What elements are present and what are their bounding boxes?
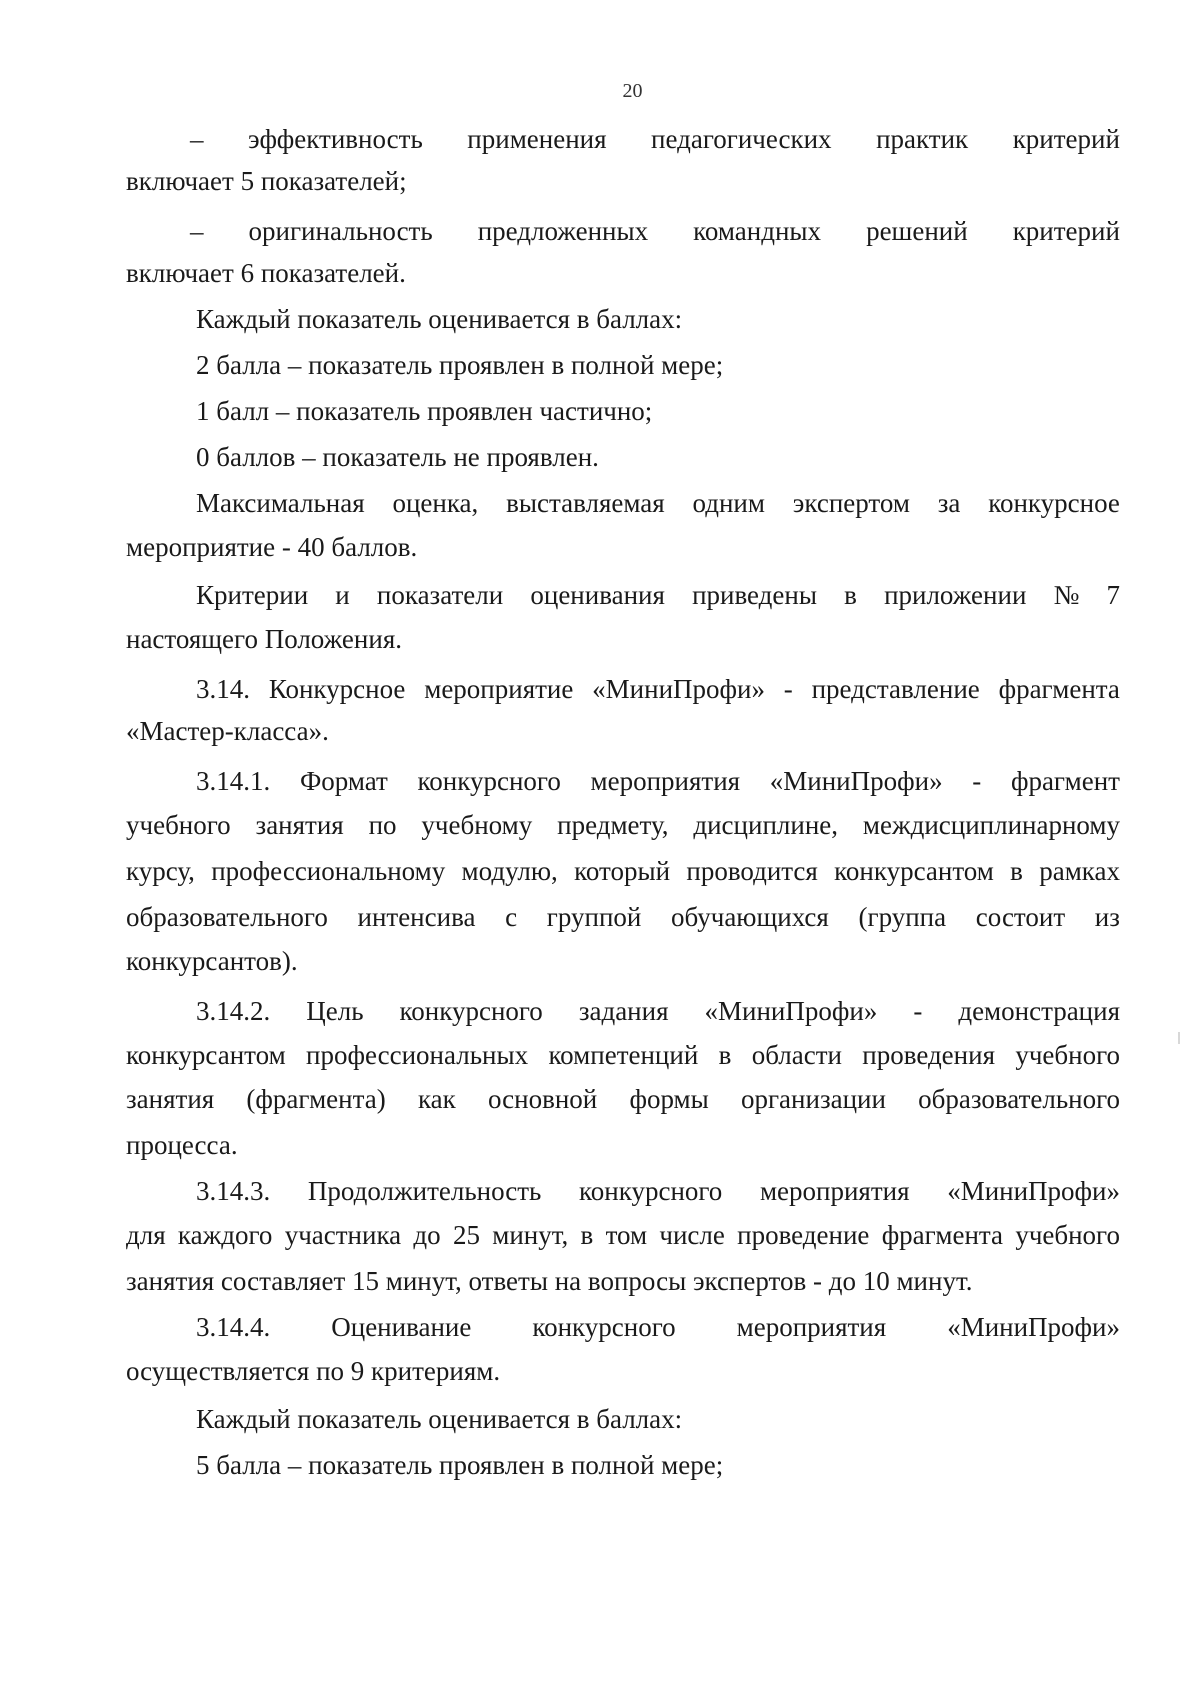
word: конкурсного — [532, 1312, 676, 1342]
text-line-11 — [196, 580, 1120, 610]
word: Максимальная — [196, 488, 365, 518]
word: конкурсного — [417, 766, 561, 796]
word: конкурсного — [399, 996, 543, 1026]
word: - — [783, 674, 793, 704]
word: одним — [692, 488, 765, 518]
word: (группа — [858, 902, 947, 932]
word: который — [574, 856, 671, 886]
word: формы — [629, 1084, 709, 1114]
text-line-21 — [126, 1040, 1120, 1070]
word: дисциплине, — [693, 810, 838, 840]
text-line-24 — [196, 1176, 1120, 1206]
word: педагогических — [651, 124, 832, 154]
word: профессиональному — [211, 856, 446, 886]
word: обучающихся — [671, 902, 829, 932]
text-line-30: 5 балла – показатель проявлен в полной мере; — [196, 1450, 724, 1480]
text-line-9 — [196, 488, 1120, 518]
word: экспертом — [792, 488, 910, 518]
text-line-22 — [126, 1084, 1120, 1114]
word: - — [913, 996, 923, 1026]
word: показатели — [376, 580, 504, 610]
word: - — [972, 766, 982, 796]
word: практик — [876, 124, 969, 154]
word: проводится — [686, 856, 818, 886]
word: образовательного — [126, 902, 328, 932]
word: для — [126, 1220, 166, 1250]
word: «МиниПрофи» — [769, 766, 943, 796]
word: курсу, — [126, 856, 195, 886]
word: том — [605, 1220, 648, 1250]
word: выставляемая — [506, 488, 665, 518]
text-line-23: процесса. — [126, 1130, 238, 1160]
word: в — [844, 580, 857, 610]
word: Продолжительность — [307, 1176, 542, 1206]
word: оригинальность — [248, 216, 433, 246]
word: мероприятие — [424, 674, 574, 704]
text-line-25 — [126, 1220, 1120, 1250]
word: как — [417, 1084, 456, 1114]
word: предложенных — [477, 216, 649, 246]
text-line-16 — [126, 810, 1120, 840]
word: конкурсного — [579, 1176, 723, 1206]
text-line-29: Каждый показатель оценивается в баллах: — [196, 1404, 683, 1434]
word: демонстрация — [958, 996, 1120, 1026]
word: фрагмент — [1010, 766, 1120, 796]
page-number: 20 — [622, 80, 643, 102]
text-line-4: включает 6 показателей. — [126, 258, 406, 288]
word: «МиниПрофи» — [947, 1312, 1120, 1342]
word: «МиниПрофи» — [592, 674, 765, 704]
word: критерий — [1012, 124, 1120, 154]
word: в — [580, 1220, 594, 1250]
word: приведены — [692, 580, 817, 610]
word: мероприятия — [590, 766, 741, 796]
word: Критерии — [196, 580, 309, 610]
word: в — [1010, 856, 1023, 886]
word: Формат — [299, 766, 388, 796]
word: – — [190, 216, 204, 246]
word: по — [368, 810, 397, 840]
word: представление — [811, 674, 980, 704]
word: образовательного — [918, 1084, 1120, 1114]
word: оценивания — [530, 580, 665, 610]
word: 7 — [1106, 580, 1120, 610]
text-line-7: 1 балл – показатель проявлен частично; — [196, 396, 653, 426]
word: командных — [693, 216, 822, 246]
word: организации — [740, 1084, 886, 1114]
text-line-5: Каждый показатель оценивается в баллах: — [196, 304, 683, 334]
word: учебного — [1015, 1220, 1120, 1250]
text-line-17 — [126, 856, 1120, 886]
word: (фрагмента) — [246, 1084, 386, 1114]
word: № — [1053, 580, 1080, 610]
word: занятия — [126, 1084, 215, 1114]
word: участника — [284, 1220, 402, 1250]
word: «МиниПрофи» — [704, 996, 878, 1026]
word: учебного — [126, 810, 231, 840]
text-line-19: конкурсантов). — [126, 946, 298, 976]
word: до — [413, 1220, 441, 1250]
word: конкурсантом — [834, 856, 994, 886]
word: проведение — [737, 1220, 870, 1250]
word: проведения — [862, 1040, 995, 1070]
word: конкурсантом — [126, 1040, 286, 1070]
text-line-6: 2 балла – показатель проявлен в полной мере; — [196, 350, 724, 380]
word: рамках — [1039, 856, 1120, 886]
word: Цель — [306, 996, 364, 1026]
word: эффективность — [248, 124, 423, 154]
text-line-12: настоящего Положения. — [126, 624, 402, 654]
word: и — [335, 580, 350, 610]
word: применения — [467, 124, 607, 154]
text-line-15 — [196, 766, 1120, 796]
word: модулю, — [461, 856, 558, 886]
word: «МиниПрофи» — [947, 1176, 1120, 1206]
word: 3.14.2. — [196, 996, 271, 1026]
word: каждого — [177, 1220, 273, 1250]
scan-artifact — [1178, 1032, 1180, 1044]
word: 3.14.3. — [196, 1176, 271, 1206]
text-line-8: 0 баллов – показатель не проявлен. — [196, 442, 599, 472]
word: за — [937, 488, 961, 518]
word: группой — [546, 902, 642, 932]
word: занятия — [255, 810, 344, 840]
word: в — [718, 1040, 732, 1070]
word: конкурсное — [988, 488, 1120, 518]
text-line-18 — [126, 902, 1120, 932]
word: с — [505, 902, 518, 932]
word: фрагмента — [881, 1220, 1004, 1250]
text-line-2: включает 5 показателей; — [126, 166, 407, 196]
text-line-10: мероприятие - 40 баллов. — [126, 532, 418, 562]
word: фрагмента — [998, 674, 1120, 704]
text-line-13 — [196, 674, 1120, 704]
word: компетенций — [548, 1040, 699, 1070]
word: 3.14. — [196, 674, 250, 704]
word: 3.14.1. — [196, 766, 271, 796]
word: состоит — [975, 902, 1066, 932]
word: области — [751, 1040, 842, 1070]
word: решений — [866, 216, 968, 246]
text-line-20 — [196, 996, 1120, 1026]
text-line-26: занятия составляет 15 минут, ответы на вопросы экспертов - до 10 минут. — [126, 1266, 973, 1296]
word: предмету, — [557, 810, 669, 840]
text-line-1 — [190, 124, 1120, 154]
word: критерий — [1012, 216, 1120, 246]
word: междисциплинарному — [862, 810, 1120, 840]
word: оценка, — [392, 488, 479, 518]
word: приложении — [884, 580, 1027, 610]
word: мероприятия — [736, 1312, 887, 1342]
word: числе — [659, 1220, 725, 1250]
text-line-28: осуществляется по 9 критериям. — [126, 1356, 501, 1386]
word: 25 — [452, 1220, 480, 1250]
word: задания — [578, 996, 669, 1026]
word: из — [1094, 902, 1120, 932]
text-line-14: «Мастер-класса». — [126, 716, 329, 746]
text-line-3 — [190, 216, 1120, 246]
word: профессиональных — [306, 1040, 529, 1070]
word: минут, — [492, 1220, 569, 1250]
word: мероприятия — [759, 1176, 910, 1206]
word: интенсива — [357, 902, 476, 932]
word: учебному — [421, 810, 533, 840]
word: Оценивание — [331, 1312, 472, 1342]
word: основной — [487, 1084, 598, 1114]
word: Конкурсное — [268, 674, 406, 704]
word: 3.14.4. — [196, 1312, 271, 1342]
word: – — [190, 124, 204, 154]
word: учебного — [1015, 1040, 1120, 1070]
text-line-27 — [196, 1312, 1120, 1342]
